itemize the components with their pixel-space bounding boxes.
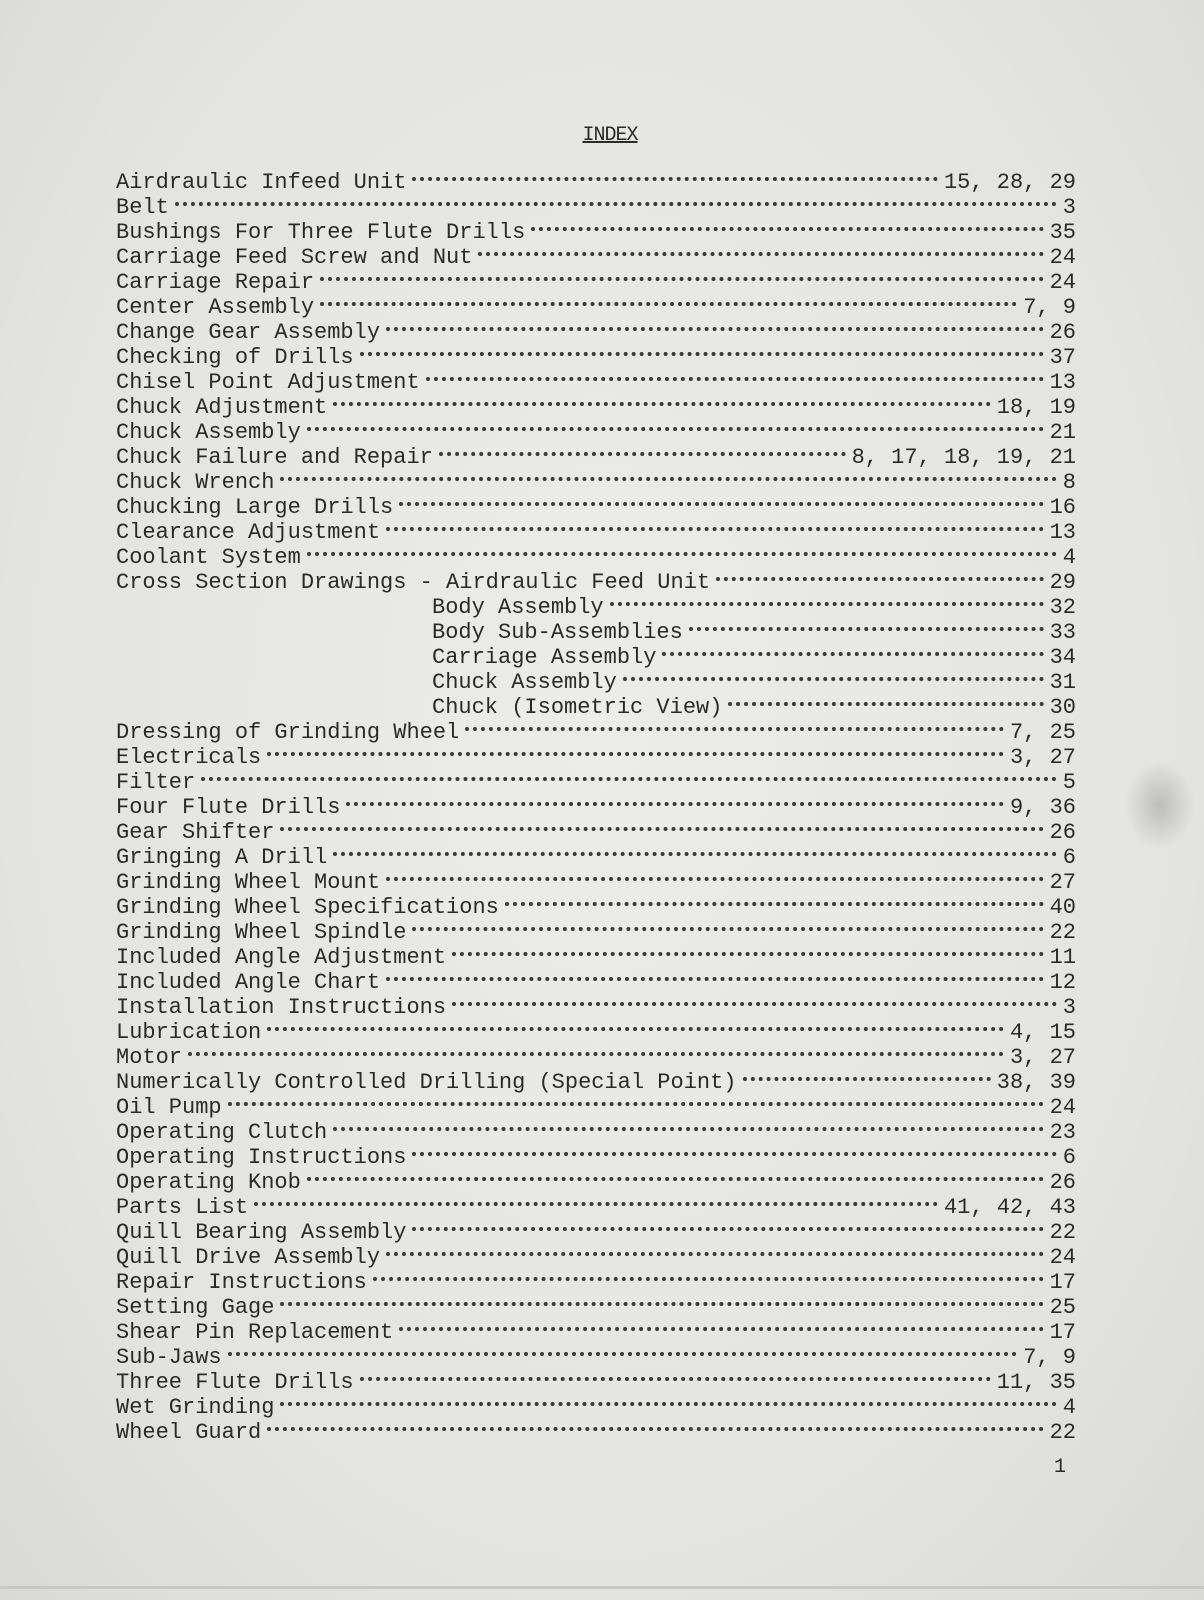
entry-pages: 7, 25 (1009, 720, 1076, 745)
index-entry (116, 1020, 1076, 1045)
entry-label: Operating Clutch (116, 1120, 328, 1145)
dot-leader (188, 1052, 1004, 1056)
entry-pages: 3 (1062, 195, 1076, 220)
entry-label: Belt (116, 195, 169, 220)
entry-pages: 22 (1049, 1420, 1076, 1445)
entry-label: Lubrication (116, 1020, 262, 1045)
dot-leader (267, 1027, 1004, 1031)
entry-label: Sub-Jaws (116, 1345, 222, 1370)
index-entry (116, 1320, 1076, 1345)
entry-pages: 33 (1049, 620, 1076, 645)
dot-leader (386, 877, 1044, 881)
entry-label: Four Flute Drills (116, 795, 341, 820)
dot-leader (228, 1352, 1018, 1356)
entry-pages: 40 (1049, 895, 1076, 920)
dot-leader (439, 452, 846, 456)
index-subentry (116, 595, 1076, 620)
entry-pages: 6 (1062, 1145, 1076, 1170)
index-entry (116, 470, 1076, 495)
entry-label: Wet Grinding (116, 1395, 275, 1420)
index-entry (116, 545, 1076, 570)
entry-label: Operating Knob (116, 1170, 301, 1195)
entry-label: Carriage Repair (116, 270, 315, 295)
entry-pages: 22 (1049, 920, 1076, 945)
entry-pages: 11, 35 (996, 1370, 1076, 1395)
entry-pages: 9, 36 (1009, 795, 1076, 820)
entry-pages: 12 (1049, 970, 1076, 995)
dot-leader (280, 1402, 1056, 1406)
entry-label: Chuck Failure and Repair (116, 445, 433, 470)
entry-pages: 31 (1049, 670, 1076, 695)
entry-pages: 3, 27 (1009, 1045, 1076, 1070)
index-entry (116, 1170, 1076, 1195)
entry-pages: 32 (1049, 595, 1076, 620)
index-entry (116, 1370, 1076, 1395)
entry-pages: 24 (1049, 245, 1076, 270)
dot-leader (716, 577, 1043, 581)
index-entry (116, 1070, 1076, 1095)
entry-label: Bushings For Three Flute Drills (116, 220, 526, 245)
dot-leader (386, 327, 1044, 331)
index-entry (116, 895, 1076, 920)
entry-label: Installation Instructions (116, 995, 447, 1020)
page-number: 1 (1054, 1456, 1067, 1479)
dot-leader (743, 1077, 991, 1081)
entry-pages: 26 (1049, 820, 1076, 845)
index-entry (116, 1345, 1076, 1370)
index-entry (116, 245, 1076, 270)
entry-pages: 41, 42, 43 (943, 1195, 1076, 1220)
entry-label: Body Assembly (432, 595, 604, 620)
index-entry (116, 295, 1076, 320)
dot-leader (386, 977, 1044, 981)
entry-label: Dressing of Grinding Wheel (116, 720, 460, 745)
entry-pages: 25 (1049, 1295, 1076, 1320)
dot-leader (465, 727, 1004, 731)
entry-label: Chuck Assembly (116, 420, 301, 445)
entry-pages: 23 (1049, 1120, 1076, 1145)
entry-label: Carriage Assembly (432, 645, 657, 670)
entry-pages: 30 (1049, 695, 1076, 720)
dot-leader (307, 1177, 1044, 1181)
dot-leader (333, 1127, 1043, 1131)
dot-leader (426, 377, 1044, 381)
entry-label: Motor (116, 1045, 183, 1070)
entry-label: Grinding Wheel Mount (116, 870, 381, 895)
index-entry (116, 420, 1076, 445)
entry-pages: 13 (1049, 520, 1076, 545)
index-entry (116, 970, 1076, 995)
index-entry (116, 820, 1076, 845)
dot-leader (280, 827, 1043, 831)
entry-pages: 21 (1049, 420, 1076, 445)
dot-leader (346, 802, 1004, 806)
entry-label: Chucking Large Drills (116, 495, 394, 520)
entry-pages: 16 (1049, 495, 1076, 520)
dot-leader (320, 302, 1017, 306)
entry-label: Chuck (Isometric View) (432, 695, 723, 720)
entry-pages: 15, 28, 29 (943, 170, 1076, 195)
entry-label: Wheel Guard (116, 1420, 262, 1445)
entry-pages: 4, 15 (1009, 1020, 1076, 1045)
entry-pages: 3, 27 (1009, 745, 1076, 770)
paper-smudge (1125, 760, 1195, 850)
dot-leader (412, 177, 938, 181)
entry-pages: 26 (1049, 1170, 1076, 1195)
entry-label: Gear Shifter (116, 820, 275, 845)
dot-leader (623, 677, 1044, 681)
entry-pages: 6 (1062, 845, 1076, 870)
index-entry (116, 345, 1076, 370)
index-entry (116, 1095, 1076, 1120)
entry-pages: 37 (1049, 345, 1076, 370)
entry-pages: 18, 19 (996, 395, 1076, 420)
dot-leader (412, 1227, 1043, 1231)
entry-pages: 26 (1049, 320, 1076, 345)
index-entry (116, 1145, 1076, 1170)
dot-leader (360, 1377, 991, 1381)
entry-label: Cross Section Drawings - Airdraulic Feed Unit (116, 570, 711, 595)
index-entry (116, 270, 1076, 295)
index-entry (116, 720, 1076, 745)
dot-leader (452, 1002, 1057, 1006)
dot-leader (610, 602, 1044, 606)
entry-pages: 29 (1049, 570, 1076, 595)
index-subentry (116, 695, 1076, 720)
entry-pages: 11 (1049, 945, 1076, 970)
index-entry (116, 520, 1076, 545)
index-entry (116, 795, 1076, 820)
dot-leader (307, 427, 1044, 431)
dot-leader (307, 552, 1057, 556)
dot-leader (386, 1252, 1044, 1256)
dot-leader (228, 1102, 1044, 1106)
entry-label: Three Flute Drills (116, 1370, 354, 1395)
entry-pages: 8 (1062, 470, 1076, 495)
index-entry (116, 745, 1076, 770)
index-entry (116, 1395, 1076, 1420)
entry-pages: 24 (1049, 1095, 1076, 1120)
index-entry (116, 870, 1076, 895)
entry-label: Shear Pin Replacement (116, 1320, 394, 1345)
entry-pages: 7, 9 (1023, 295, 1076, 320)
index-entry (116, 1295, 1076, 1320)
entry-pages: 38, 39 (996, 1070, 1076, 1095)
entry-pages: 27 (1049, 870, 1076, 895)
dot-leader (452, 952, 1044, 956)
index-entry (116, 395, 1076, 420)
entry-pages: 24 (1049, 1245, 1076, 1270)
index-entry (116, 1120, 1076, 1145)
index-subentry (116, 670, 1076, 695)
dot-leader (412, 1152, 1056, 1156)
index-entry (116, 945, 1076, 970)
entry-pages: 8, 17, 18, 19, 21 (851, 445, 1076, 470)
entry-label: Coolant System (116, 545, 301, 570)
entry-label: Repair Instructions (116, 1270, 367, 1295)
entry-label: Grinding Wheel Spindle (116, 920, 407, 945)
dot-leader (386, 527, 1044, 531)
dot-leader (201, 777, 1057, 781)
dot-leader (320, 277, 1044, 281)
entry-label: Chuck Assembly (432, 670, 617, 695)
page-title: INDEX (582, 124, 638, 147)
dot-leader (333, 852, 1057, 856)
entry-label: Gringing A Drill (116, 845, 328, 870)
entry-label: Clearance Adjustment (116, 520, 381, 545)
index-entry (116, 1420, 1076, 1445)
index-entry (116, 1045, 1076, 1070)
entry-label: Included Angle Chart (116, 970, 381, 995)
entry-label: Quill Bearing Assembly (116, 1220, 407, 1245)
dot-leader (478, 252, 1043, 256)
index-entry (116, 1270, 1076, 1295)
index-list (116, 170, 1076, 1445)
index-entry (116, 845, 1076, 870)
index-entry (116, 495, 1076, 520)
entry-pages: 35 (1049, 220, 1076, 245)
dot-leader (689, 627, 1044, 631)
entry-label: Center Assembly (116, 295, 315, 320)
dot-leader (280, 1302, 1043, 1306)
entry-label: Included Angle Adjustment (116, 945, 447, 970)
entry-label: Setting Gage (116, 1295, 275, 1320)
index-entry (116, 920, 1076, 945)
index-entry (116, 570, 1076, 595)
entry-label: Body Sub-Assemblies (432, 620, 683, 645)
entry-pages: 22 (1049, 1220, 1076, 1245)
dot-leader (531, 227, 1043, 231)
entry-pages: 24 (1049, 270, 1076, 295)
dot-leader (333, 402, 991, 406)
index-entry (116, 770, 1076, 795)
entry-label: Operating Instructions (116, 1145, 407, 1170)
index-entry (116, 195, 1076, 220)
dot-leader (662, 652, 1043, 656)
entry-pages: 4 (1062, 1395, 1076, 1420)
dot-leader (254, 1202, 938, 1206)
index-entry (116, 1195, 1076, 1220)
entry-pages: 7, 9 (1023, 1345, 1076, 1370)
entry-label: Carriage Feed Screw and Nut (116, 245, 473, 270)
entry-label: Chuck Adjustment (116, 395, 328, 420)
entry-pages: 5 (1062, 770, 1076, 795)
entry-label: Grinding Wheel Specifications (116, 895, 499, 920)
index-entry (116, 995, 1076, 1020)
index-entry (116, 370, 1076, 395)
entry-pages: 17 (1049, 1270, 1076, 1295)
entry-label: Electricals (116, 745, 262, 770)
dot-leader (267, 752, 1004, 756)
entry-label: Airdraulic Infeed Unit (116, 170, 407, 195)
dot-leader (728, 702, 1043, 706)
entry-pages: 17 (1049, 1320, 1076, 1345)
index-entry (116, 170, 1076, 195)
index-entry (116, 220, 1076, 245)
entry-label: Change Gear Assembly (116, 320, 381, 345)
dot-leader (267, 1427, 1043, 1431)
dot-leader (373, 1277, 1044, 1281)
index-entry (116, 445, 1076, 470)
dot-leader (399, 1327, 1043, 1331)
dot-leader (399, 502, 1043, 506)
entry-label: Oil Pump (116, 1095, 222, 1120)
index-subentry (116, 645, 1076, 670)
entry-label: Parts List (116, 1195, 249, 1220)
entry-pages: 3 (1062, 995, 1076, 1020)
entry-label: Numerically Controlled Drilling (Special Point) (116, 1070, 737, 1095)
dot-leader (505, 902, 1044, 906)
dot-leader (280, 477, 1056, 481)
entry-label: Chuck Wrench (116, 470, 275, 495)
entry-pages: 4 (1062, 545, 1076, 570)
entry-label: Quill Drive Assembly (116, 1245, 381, 1270)
dot-leader (175, 202, 1057, 206)
entry-label: Chisel Point Adjustment (116, 370, 420, 395)
index-subentry (116, 620, 1076, 645)
entry-pages: 13 (1049, 370, 1076, 395)
entry-pages: 34 (1049, 645, 1076, 670)
index-entry (116, 1245, 1076, 1270)
index-entry (116, 320, 1076, 345)
entry-label: Checking of Drills (116, 345, 354, 370)
dot-leader (412, 927, 1043, 931)
page-edge (0, 1586, 1204, 1589)
index-entry (116, 1220, 1076, 1245)
dot-leader (360, 352, 1044, 356)
entry-label: Filter (116, 770, 196, 795)
